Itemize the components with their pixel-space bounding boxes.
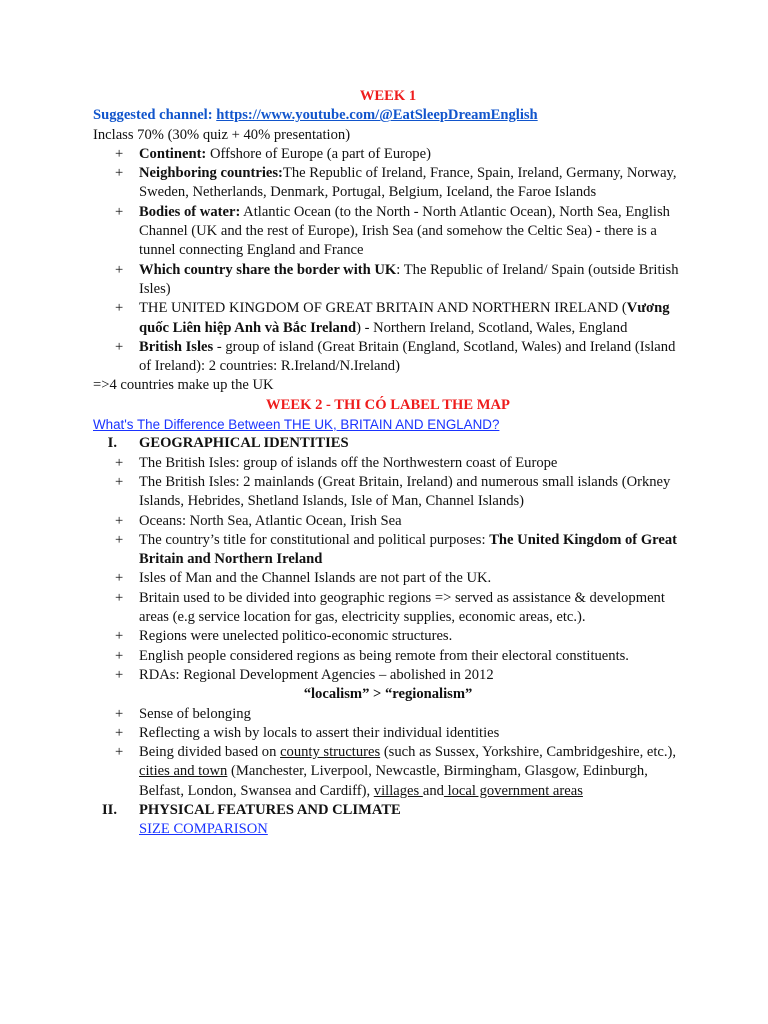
bullet-marker: +	[115, 300, 124, 317]
list-item	[93, 531, 683, 570]
list-item	[93, 473, 683, 512]
item-text: - group of island (Great Britain (England, Scotland, Wales) and Ireland (Island of Ireland): 2 countries: R.Ireland/N.Ireland)	[139, 338, 676, 375]
localism-line: “localism” > “regionalism”	[303, 686, 473, 703]
section-heading-geographical	[93, 434, 683, 453]
item-label: The United Kingdom of Great Britain and Northern Ireland	[139, 531, 678, 568]
suggested-channel	[93, 106, 683, 125]
channel-link[interactable]: https://www.youtube.com/@EatSleepDreamEnglish	[216, 107, 538, 124]
bullet-marker: +	[115, 647, 124, 664]
item-text: RDAs: Regional Development Agencies – abolished in 2012	[139, 666, 494, 683]
item-text: Atlantic Ocean (to the North - North Atlantic Ocean), North Sea, English Channel (UK and the rest of Europe), Irish Sea (and somehow the Celtic Sea) - there is a tunnel connecting England and France	[139, 203, 670, 259]
item-text: The British Isles: group of islands off the Northwestern coast of Europe	[139, 454, 558, 471]
list-item	[93, 666, 683, 685]
item-text: : The Republic of Ireland/ Spain (outside British Isles)	[139, 261, 679, 297]
list-item	[93, 203, 683, 261]
geographical-list	[93, 454, 683, 686]
item-text: The British Isles: 2 mainlands (Great Britain, Ireland) and numerous small islands (Orkney Islands, Hebrides, Shetland Islands, Isle of Man, Channel Islands)	[139, 473, 671, 510]
bullet-marker: +	[115, 454, 124, 471]
list-item	[93, 569, 683, 588]
item-text: Isles of Man and the Channel Islands are not part of the UK.	[139, 570, 492, 587]
size-comparison-link[interactable]: SIZE COMPARISON	[139, 821, 268, 838]
week1-title: WEEK 1	[359, 88, 417, 104]
inclass-text: Inclass 70% (30% quiz + 40% presentation)	[93, 126, 351, 143]
bullet-marker: +	[115, 744, 124, 761]
localism-list	[93, 705, 683, 801]
item-label: Neighboring countries:	[139, 165, 283, 182]
bullet-marker: +	[115, 261, 124, 278]
section-heading-physical	[93, 801, 683, 820]
item-text: Being divided based on	[139, 744, 281, 761]
item-text: Regions were unelected politico-economic structures.	[139, 628, 453, 645]
bullet-marker: +	[115, 705, 124, 722]
section-number: I.	[107, 435, 117, 452]
list-item	[93, 647, 683, 666]
bullet-marker: +	[115, 666, 124, 683]
list-item	[93, 589, 683, 628]
bullet-marker: +	[115, 628, 124, 645]
bullet-marker: +	[115, 512, 124, 529]
list-item	[93, 743, 683, 801]
item-text: Offshore of Europe (a part of Europe)	[206, 145, 431, 162]
bullet-marker: +	[115, 570, 124, 587]
bullet-marker: +	[115, 473, 124, 490]
bullet-marker: +	[115, 531, 124, 548]
bullet-marker: +	[115, 203, 124, 220]
bullet-marker: +	[115, 724, 124, 741]
bullet-marker: +	[115, 589, 124, 606]
item-text: and	[422, 782, 444, 799]
bullet-marker: +	[115, 165, 124, 182]
week1-list	[93, 145, 683, 377]
item-text: Sense of belonging	[139, 705, 251, 722]
conclusion-text: =>4 countries make up the UK	[93, 377, 274, 394]
section-title: PHYSICAL FEATURES AND CLIMATE	[139, 801, 401, 818]
item-text: The country’s title for constitutional and political purposes:	[139, 531, 490, 548]
list-item	[93, 338, 683, 377]
item-label: Continent:	[139, 145, 207, 162]
channel-label: Suggested channel:	[93, 107, 217, 124]
list-item	[93, 299, 683, 338]
item-text: (Manchester, Liverpool, Newcastle, Birmingham, Glasgow, Edinburgh, Belfast, London, Swansea and Cardiff),	[139, 763, 648, 799]
list-item	[93, 145, 683, 164]
item-text: Reflecting a wish by locals to assert their individual identities	[139, 724, 500, 741]
item-label: Bodies of water:	[139, 203, 241, 220]
item-text: The Republic of Ireland, France, Spain, Ireland, Germany, Norway, Sweden, Netherlands, Denmark, Portugal, Belgium, Iceland, the Faroe Islands	[139, 165, 677, 201]
list-item	[93, 627, 683, 646]
item-text: Oceans: North Sea, Atlantic Ocean, Irish Sea	[139, 512, 402, 529]
item-pre-text: THE UNITED KINGDOM OF GREAT BRITAIN AND NORTHERN IRELAND (	[139, 300, 627, 317]
item-label: British Isles	[139, 338, 214, 355]
list-item	[93, 724, 683, 743]
list-item	[93, 454, 683, 473]
item-text: English people considered regions as being remote from their electoral constituents.	[139, 647, 629, 664]
underlined-term: villages	[373, 782, 423, 799]
document-page	[93, 87, 683, 840]
item-label: Which country share the border with UK	[139, 261, 397, 278]
video-link[interactable]: What's The Difference Between THE UK, BRITAIN AND ENGLAND?	[93, 417, 500, 433]
bullet-marker: +	[115, 338, 124, 355]
list-item	[93, 705, 683, 724]
bullet-marker: +	[115, 145, 124, 162]
section-title: GEOGRAPHICAL IDENTITIES	[139, 435, 349, 452]
section-number: II.	[101, 801, 117, 818]
list-item	[93, 261, 683, 300]
underlined-term: local government areas	[443, 782, 583, 799]
item-label: Vương quốc Liên hiệp Anh và Bắc Ireland	[139, 300, 670, 336]
week2-title: WEEK 2 - THI CÓ LABEL THE MAP	[266, 396, 510, 413]
underlined-term: county structures	[280, 744, 381, 761]
underlined-term: cities and town	[139, 763, 228, 780]
item-text: ) - Northern Ireland, Scotland, Wales, England	[356, 319, 628, 336]
list-item	[93, 164, 683, 203]
item-text: Britain used to be divided into geographic regions => served as assistance & development areas (e.g service location for gas, electricity supplies, economic areas, etc.).	[139, 589, 665, 626]
item-text: (such as Sussex, Yorkshire, Cambridgeshire, etc.),	[380, 744, 677, 761]
list-item	[93, 512, 683, 531]
